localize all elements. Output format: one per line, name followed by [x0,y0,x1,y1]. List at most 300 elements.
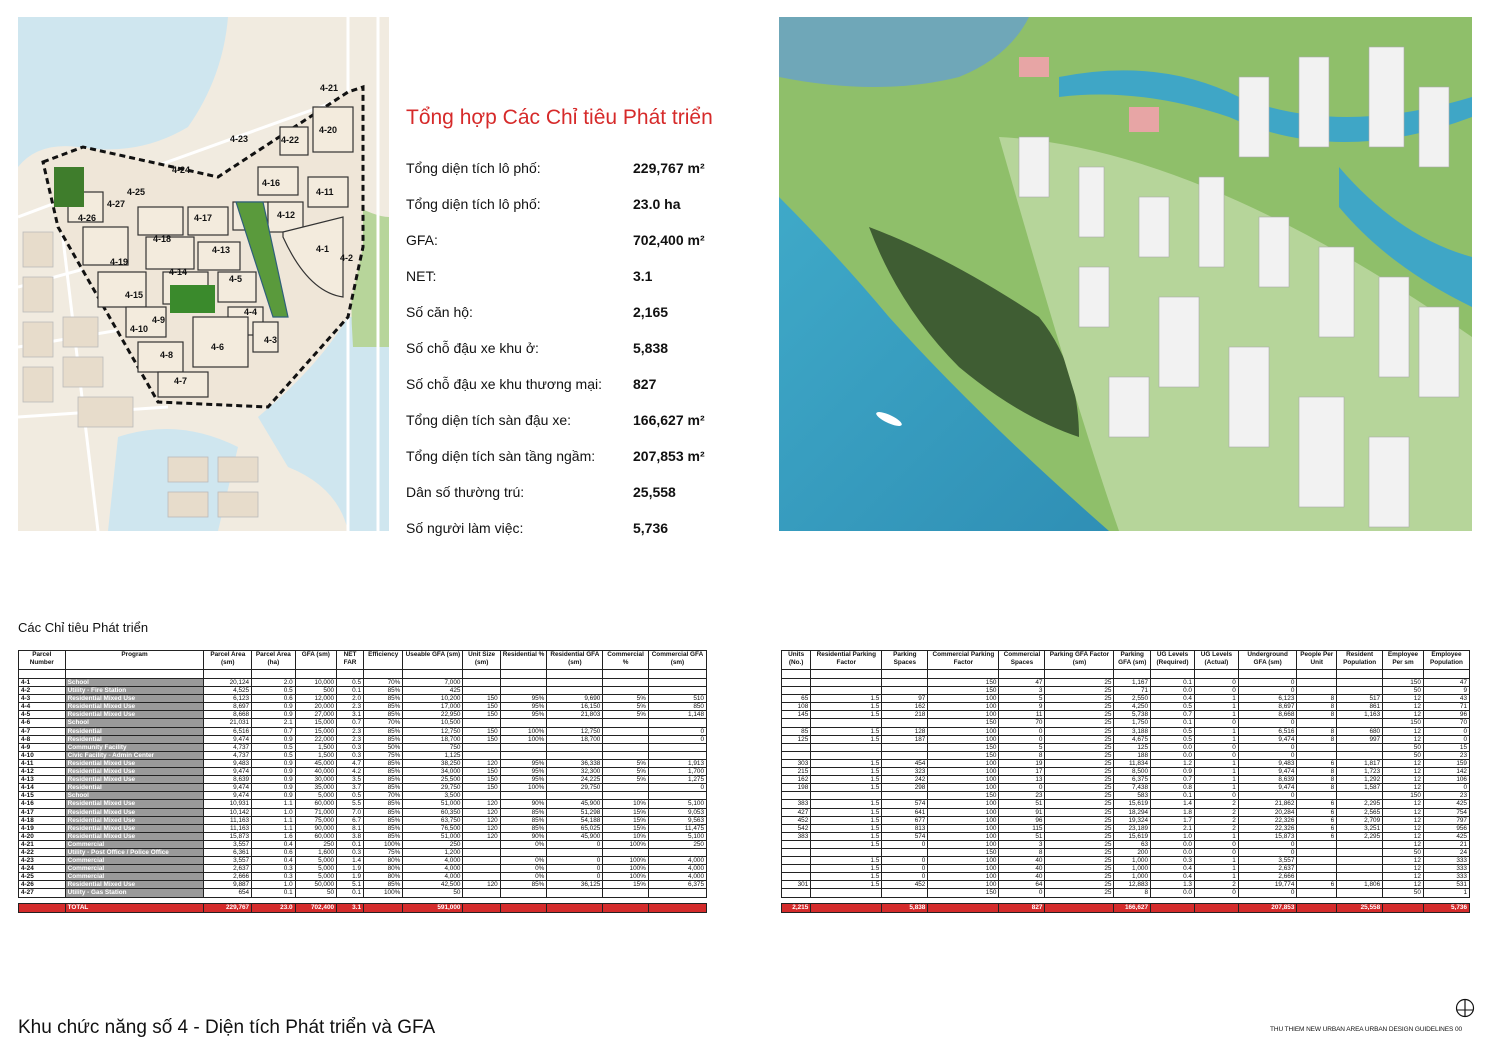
table-row [782,776,1470,784]
total-cell [811,903,882,912]
table-cell: 5,000 [295,857,336,865]
table-cell: 50 [1383,687,1424,695]
table-cell: 9,053 [648,808,706,816]
table-cell: 4-2 [19,687,66,695]
table-cell: 3 [999,840,1045,848]
table-cell: 5.1 [337,881,364,889]
table-cell: 120 [463,808,500,816]
table-cell: 50 [295,889,336,897]
table-cell: 4-18 [19,816,66,824]
table-cell: 333 [1423,865,1469,873]
table-cell: 11,163 [204,816,252,824]
table-cell: 96 [1423,711,1469,719]
table-cell: 0 [1194,679,1238,687]
table-cell: 150 [928,679,999,687]
table-cell: 85% [500,808,547,816]
table-cell [1337,792,1383,800]
table-cell [547,687,603,695]
table-cell: 1.0 [252,881,296,889]
table-cell [500,792,547,800]
table-cell: 11,163 [204,824,252,832]
total-cell [463,903,500,912]
table-cell: 1.5 [811,776,882,784]
table-cell: 4-6 [19,719,66,727]
table-cell: Commercial [65,873,204,881]
table-cell [782,743,811,751]
table-cell: 150 [1383,679,1424,687]
table-cell: 10,931 [204,800,252,808]
table-cell: 1.5 [811,840,882,848]
table-cell: 0.4 [252,840,296,848]
table-cell: 1.4 [1151,800,1195,808]
table-cell: Utility - Post Office / Police Office [65,848,204,856]
table-cell: 70% [364,792,403,800]
table-cell: 5,738 [1114,711,1151,719]
table-cell: 120 [463,816,500,824]
table-cell: 0 [648,727,706,735]
table-cell: 333 [1423,873,1469,881]
table-cell: 1 [1194,857,1238,865]
table-cell: 9,474 [204,735,252,743]
table-cell: 85% [364,687,403,695]
table-cell: 4.7 [337,759,364,767]
table-cell: 0.7 [1151,776,1195,784]
table-cell: 64 [999,881,1045,889]
table-cell: Residential [65,727,204,735]
table-cell: 159 [1423,759,1469,767]
table-row [19,727,707,735]
table-cell: 15,873 [204,832,252,840]
summary-row [406,484,726,504]
table-cell: 25 [1045,800,1114,808]
table-cell: 16,150 [547,703,603,711]
table-cell: 301 [782,881,811,889]
table-cell: 0 [1423,735,1469,743]
table-cell: 2,666 [204,873,252,881]
table-cell: 200 [1114,848,1151,856]
column-header: Residential GFA (sm) [547,651,603,670]
table-cell: 25 [1045,857,1114,865]
table-cell [1297,687,1337,695]
svg-text:4-11: 4-11 [316,187,334,197]
table-cell: 0.9 [252,784,296,792]
table-row [19,816,707,824]
table-row [19,768,707,776]
table-cell: 85% [364,711,403,719]
svg-text:4-9: 4-9 [152,315,166,325]
table-cell: 12 [1383,711,1424,719]
table-cell: 10% [603,832,649,840]
parking-population-table [781,650,1470,913]
table-cell: 60,000 [295,832,336,840]
column-header: Parking Spaces [882,651,928,670]
table-cell: 95% [500,776,547,784]
table-cell: 0.0 [1151,840,1195,848]
table-cell: 12 [1383,784,1424,792]
table-cell: 85% [364,759,403,767]
table-cell: 100 [928,784,999,792]
table-cell: 1.3 [1151,881,1195,889]
column-header: Employee Population [1423,651,1469,670]
table-cell: 1,806 [1337,881,1383,889]
table-cell: 1.1 [252,824,296,832]
table-cell: School [65,719,204,727]
total-cell: 5,838 [882,903,928,912]
table-cell: 298 [882,784,928,792]
svg-text:4-7: 4-7 [174,376,188,386]
table-cell: 12 [1383,759,1424,767]
svg-text:4-24: 4-24 [172,165,191,175]
table-cell [463,840,500,848]
table-row [782,703,1470,711]
table-cell: 4-23 [19,857,66,865]
table-cell: 70 [1423,719,1469,727]
table-cell: 47 [1423,679,1469,687]
table-cell: 0.9 [252,711,296,719]
table-cell: 142 [1423,768,1469,776]
table-cell [648,719,706,727]
table-cell: 100 [928,816,999,824]
table-cell: 75,000 [295,816,336,824]
table-cell: 15% [603,816,649,824]
table-cell: 0.0 [1151,848,1195,856]
table-cell [603,848,649,856]
table-cell: 3,188 [1114,727,1151,735]
table-cell: 3,251 [1337,824,1383,832]
table-cell [463,857,500,865]
table-cell: School [65,679,204,687]
summary-row [406,268,726,288]
summary-label: Tổng diện tích sàn đậu xe: [406,412,571,428]
total-row [19,903,707,912]
table-row [782,695,1470,703]
table-cell: 1.0 [1151,832,1195,840]
table-cell [603,792,649,800]
table-cell: 6,375 [648,881,706,889]
table-cell: 574 [882,832,928,840]
table-cell: 150 [928,687,999,695]
table-cell: 23,189 [1114,824,1151,832]
table-cell: 12 [1383,695,1424,703]
table-cell: Commercial [65,840,204,848]
table-cell: 677 [882,816,928,824]
table-cell: 250 [403,840,463,848]
table-cell: 4,525 [204,687,252,695]
total-cell: 207,853 [1238,903,1297,912]
table-cell: 7,438 [1114,784,1151,792]
table-cell: 4-25 [19,873,66,881]
table-cell: 150 [928,889,999,897]
table-row [19,679,707,687]
table-cell [811,687,882,695]
table-cell [782,857,811,865]
table-cell: 20,000 [295,703,336,711]
table-cell: 427 [782,808,811,816]
table-cell: 1,000 [1114,857,1151,865]
table-cell: 12 [1383,703,1424,711]
table-cell: 25,500 [403,776,463,784]
table-cell: 2,295 [1337,800,1383,808]
table-cell: Residential Mixed Use [65,768,204,776]
table-cell: 150 [463,727,500,735]
table-cell [500,679,547,687]
summary-label: NET: [406,268,437,284]
table-cell: 861 [1337,703,1383,711]
table-cell: 8 [1297,776,1337,784]
table-cell: 6,123 [1238,695,1297,703]
table-cell: 8,697 [204,703,252,711]
table-cell: 22,326 [1238,824,1297,832]
table-cell: 85% [364,800,403,808]
table-cell: 2,550 [1114,695,1151,703]
summary-row [406,520,726,540]
table-cell: 91 [999,808,1045,816]
table-cell: 0.5 [252,751,296,759]
table-cell [882,687,928,695]
table-cell: 100 [928,711,999,719]
table-cell: 60,000 [295,800,336,808]
table-cell [603,743,649,751]
table-row [19,751,707,759]
table-cell: 1.5 [811,768,882,776]
table-cell: 8 [999,751,1045,759]
table-row [782,743,1470,751]
table-cell: 8,668 [204,711,252,719]
table-cell: 13 [999,776,1045,784]
total-cell [603,903,649,912]
table-cell: 85% [364,832,403,840]
table-cell: 17 [999,768,1045,776]
summary-row [406,448,726,468]
table-cell: 4-12 [19,768,66,776]
table-cell: 21,803 [547,711,603,719]
table-cell: 3 [999,687,1045,695]
table-cell [547,743,603,751]
table-cell [603,735,649,743]
table-cell: 8 [1297,735,1337,743]
column-header: Underground GFA (sm) [1238,651,1297,670]
svg-text:4-3: 4-3 [264,335,278,345]
table-cell: Residential Mixed Use [65,808,204,816]
total-cell [928,903,999,912]
table-cell [1297,719,1337,727]
summary-value: 25,558 [633,484,676,500]
total-cell [1383,903,1424,912]
table-cell [463,873,500,881]
table-cell: 0% [500,865,547,873]
table-cell: 1 [1194,735,1238,743]
table-cell [882,743,928,751]
total-cell [1045,903,1114,912]
table-cell: Residential Mixed Use [65,695,204,703]
svg-text:4-13: 4-13 [212,245,231,255]
table-cell: 1.7 [1151,816,1195,824]
table-cell: 4-15 [19,792,66,800]
table-cell: 383 [782,800,811,808]
column-header: Parcel Number [19,651,66,670]
svg-text:4-1: 4-1 [316,244,330,254]
table-cell [648,743,706,751]
table-cell: 0.5 [1151,703,1195,711]
table-cell: 85% [364,776,403,784]
table-cell: 51 [999,800,1045,808]
table-cell: 750 [403,743,463,751]
table-cell: 218 [882,711,928,719]
table-cell: Residential [65,735,204,743]
table-cell [1337,687,1383,695]
site-plan-map [18,17,389,531]
table-cell: 23 [1423,751,1469,759]
table-cell: Residential [65,784,204,792]
table-cell: 187 [882,735,928,743]
table-cell: 0.6 [252,848,296,856]
table-cell: 1.5 [811,865,882,873]
table-cell: 9,474 [1238,768,1297,776]
table-cell [500,889,547,897]
table-cell: 9,483 [204,759,252,767]
table-cell: 25 [1045,792,1114,800]
table-cell: 0.5 [1151,735,1195,743]
table-cell: 2 [1194,816,1238,824]
table-cell: 100 [928,735,999,743]
table-cell: 115 [999,824,1045,832]
column-header: Employee Per sm [1383,651,1424,670]
column-header: People Per Unit [1297,651,1337,670]
table-cell: 0 [1238,687,1297,695]
table-cell [1337,873,1383,881]
table-cell [1297,792,1337,800]
table-cell: 1,600 [295,848,336,856]
table-cell: 6,375 [1114,776,1151,784]
table-cell [463,865,500,873]
table-cell: 19,324 [1114,816,1151,824]
table-row [782,824,1470,832]
table-cell: 43 [1423,695,1469,703]
svg-text:4-8: 4-8 [160,350,174,360]
table-cell: 4,000 [648,857,706,865]
svg-text:4-2: 4-2 [340,253,354,263]
table-cell: 100 [928,759,999,767]
table-cell [811,848,882,856]
table-cell: 7,000 [403,679,463,687]
table-cell: 4-20 [19,832,66,840]
table-cell: 10,142 [204,808,252,816]
summary-label: Tổng diện tích lô phố: [406,196,541,212]
north-arrow-icon [1455,998,1475,1018]
table-cell: 24,225 [547,776,603,784]
total-cell: 702,400 [295,903,336,912]
table-cell: 10,200 [403,695,463,703]
table-cell: 95% [500,695,547,703]
table-cell: 45,900 [547,832,603,840]
table-cell: 531 [1423,881,1469,889]
table-cell: 85% [364,703,403,711]
table-cell: 85% [364,824,403,832]
table-cell: 1.5 [811,800,882,808]
table-cell: 542 [782,824,811,832]
table-row [19,743,707,751]
table-cell: 6 [1297,759,1337,767]
table-cell: Residential Mixed Use [65,881,204,889]
table-row [19,881,707,889]
table-cell [603,727,649,735]
summary-value: 5,736 [633,520,669,536]
table-cell: 25 [1045,808,1114,816]
table-cell: 198 [782,784,811,792]
table-row [782,759,1470,767]
table-row [782,857,1470,865]
table-cell: 80% [364,857,403,865]
table-cell: 25 [1045,881,1114,889]
column-header: Resident Population [1337,651,1383,670]
table-cell: 0 [882,840,928,848]
table-cell: 0 [1194,719,1238,727]
column-header: Efficiency [364,651,403,670]
table-cell [882,792,928,800]
summary-label: Tổng diện tích lô phố: [406,160,541,176]
table-row [19,735,707,743]
table-cell: 3.7 [337,784,364,792]
table-cell: 8.1 [337,824,364,832]
table-cell: 1.5 [811,857,882,865]
table-cell [1297,848,1337,856]
table-cell: 42,500 [403,881,463,889]
table-cell: 12 [1383,816,1424,824]
table-cell: 1 [1194,784,1238,792]
table-cell: 0 [1423,784,1469,792]
table-row [782,784,1470,792]
table-cell: 6,361 [204,848,252,856]
table-cell: Residential Mixed Use [65,711,204,719]
table-cell: 0 [999,784,1045,792]
total-cell [364,903,403,912]
table-cell [603,751,649,759]
table-cell: 2.1 [1151,824,1195,832]
table-cell: 4-24 [19,865,66,873]
total-cell: 166,627 [1114,903,1151,912]
table-cell: 15,873 [1238,832,1297,840]
svg-text:4-6: 4-6 [211,342,225,352]
table-cell: 0.4 [1151,873,1195,881]
table-cell [547,751,603,759]
table-cell: 5% [603,759,649,767]
table-cell: 0 [648,735,706,743]
table-cell: 754 [1423,808,1469,816]
table-cell: 63,750 [403,816,463,824]
table-cell: 65 [782,695,811,703]
table-cell: 2,565 [1337,808,1383,816]
table-cell: 29,750 [547,784,603,792]
table-cell: 120 [463,881,500,889]
table-row [782,727,1470,735]
table-cell: 85% [364,735,403,743]
table-cell: 47 [999,679,1045,687]
table-cell: 1,913 [648,759,706,767]
column-header: Residential Parking Factor [811,651,882,670]
table-cell: 0.7 [337,719,364,727]
table-cell: 1.5 [811,703,882,711]
table-cell: 9,474 [204,784,252,792]
table-cell [463,743,500,751]
table-cell: 22,950 [403,711,463,719]
table-cell [1337,719,1383,727]
table-cell [1297,743,1337,751]
table-cell: 0.9 [1151,768,1195,776]
table-cell: 9 [1423,687,1469,695]
table-cell: 641 [882,808,928,816]
development-indicators-table [18,650,707,913]
table-cell: 1,000 [1114,873,1151,881]
